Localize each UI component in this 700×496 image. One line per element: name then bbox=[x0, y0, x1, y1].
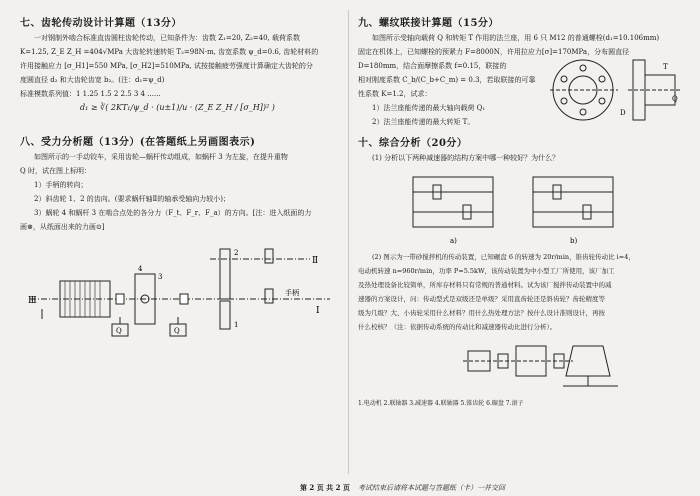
label-scheme-b: b) bbox=[570, 237, 578, 245]
q9-i1: 1）法兰座能传递的最大轴向载荷 Q₁ bbox=[372, 104, 486, 112]
q8-i4: 画⊗，从纸面出来的力画⊙] bbox=[20, 223, 105, 231]
q8-p2: Q 时，试在图上标明： bbox=[20, 167, 91, 175]
flange-seat-figure bbox=[548, 55, 683, 125]
q9-p2: 固定在机体上，已知螺栓的预紧力 F=8000N，许用拉应力[σ]=170MPa，分布圆直径 bbox=[358, 48, 630, 56]
mixer-drive-figure bbox=[358, 336, 683, 396]
q9-title: 九、螺纹联接计算题（15分） bbox=[358, 18, 499, 29]
q7-p1: 一对钢制外啮合标准直齿圆柱齿轮传动，已知条件为：齿数 Z₁=20, Z₂=40, 载荷系数 bbox=[34, 34, 301, 42]
q8-i1: 1）手柄的转向； bbox=[34, 181, 88, 189]
q10-title: 十、综合分析（20分） bbox=[358, 138, 468, 149]
label-shaft-1: Ⅰ bbox=[316, 306, 320, 316]
q8-i2: 2）斜齿轮 1、2 的齿向。(要求蜗杆轴Ⅱ的轴承受轴向力较小)； bbox=[34, 195, 231, 203]
q8-i3: 3）蜗轮 4 和蜗杆 3 在啮合点处的各分力（F_t、F_r、F_a）的方向。[注：进入纸面的力 bbox=[34, 209, 312, 217]
q10-p1: (1) 分析以下两种减速器的结构方案中哪一种较好？为什么？ bbox=[372, 154, 560, 162]
q7-title: 七、齿轮传动设计计算题（13分） bbox=[20, 18, 182, 29]
label-shaft-3: Ⅲ bbox=[28, 296, 37, 306]
label-part-2: 2 bbox=[234, 249, 239, 257]
footer-note: 考试结束后请将本试题与答题纸（卡）一并交回 bbox=[358, 484, 505, 492]
label-d: D bbox=[620, 109, 626, 117]
label-shaft-2: Ⅱ bbox=[312, 256, 319, 266]
winch-diagram bbox=[20, 239, 340, 339]
q7-p4: 度圆直径 d₂ 和大齿轮齿宽 b₂。(注：d₁=ψ_d) bbox=[20, 76, 165, 84]
label-t: T bbox=[663, 63, 668, 71]
q8-p1: 如图所示的一手动铰车，采用齿轮—蜗杆传动组成，如蜗杆 3 为左旋，在提升重物 bbox=[34, 153, 288, 161]
q9-p4: 相对刚度系数 C_b/(C_b+C_m) = 0.3，若取联接的可靠 bbox=[358, 76, 536, 84]
label-load-q1: Q bbox=[116, 327, 122, 335]
label-part-1: 1 bbox=[234, 321, 239, 329]
q7-formula: d₁ ≥ ∛( 2KT₁/ψ_d · (u±1)/u · (Z_E Z_H / [σ_H])² ) bbox=[80, 103, 275, 112]
left-column bbox=[20, 14, 340, 474]
label-load-q2: Q bbox=[174, 327, 180, 335]
q10-p2: (2) 图示为一带砂搅拌机的传动装置，已知碾盘 6 的转速为 20r/min，锥齿轮传动比 i=4， bbox=[372, 253, 635, 261]
q7-p5: 标准模数系列值：1 1.25 1.5 2 2.5 3 4 ...... bbox=[20, 90, 161, 98]
label-part-4: 4 bbox=[138, 265, 143, 273]
label-handle: 手柄 bbox=[285, 289, 299, 297]
column-divider bbox=[348, 10, 349, 474]
label-scheme-a: a) bbox=[450, 237, 457, 245]
q7-p2: K=1.25, Z_E Z_H =404√MPa 大齿轮转速转矩 T₂=98N·m, 齿宽系数 ψ_d=0.6, 齿轮材料的 bbox=[20, 48, 319, 56]
q10-p6: 级为几级？大、小齿轮采用什么材料？用什么热处理方法？按什么设计准则设计，再按 bbox=[358, 309, 605, 317]
q9-i2: 2）法兰座能传递的最大转矩 T。 bbox=[372, 118, 475, 126]
q7-p3: 许用接触应力 [σ_H1]=550 MPa, [σ_H2]=510MPa, 试按接触疲劳强度计算确定大齿轮的分 bbox=[20, 62, 313, 70]
q9-p1: 如图所示受轴向载荷 Q 和转矩 T 作用的法兰座，用 6 只 M12 的普通螺栓(d₁=10.106mm) bbox=[372, 34, 660, 42]
right-column bbox=[358, 14, 683, 474]
label-q: Q bbox=[672, 95, 678, 103]
q9-p5: 性系数 K=1.2，试求： bbox=[358, 90, 432, 98]
reducer-diagram bbox=[358, 167, 683, 252]
q8-title: 八、受力分析题（13分）(在答题纸上另画图表示) bbox=[20, 137, 256, 148]
q10-p7: 什么校核？（注：依据传动系统的传动比和减速器传动比进行分析）。 bbox=[358, 323, 557, 331]
q10-p5: 速器的方案设计，问：传动型式是双级还是单级？采用直齿轮还是斜齿轮？齿轮精度等 bbox=[358, 295, 605, 303]
label-part-3: 3 bbox=[158, 273, 163, 281]
mixer-legend: 1.电动机 2.联轴器 3.减速器 4.联轴器 5.锥齿轮 6.碾盘 7.滚子 bbox=[358, 400, 524, 407]
q9-p3: D=180mm，结合面摩擦系数 f=0.15，联接的 bbox=[358, 62, 507, 70]
mixer-diagram bbox=[358, 336, 683, 391]
q10-p3: 电动机转速 n=960r/min，功率 P=5.5kW，该传动装置为中小型工厂所使用，该厂加工 bbox=[358, 267, 615, 275]
page-number: 第 2 页 共 2 页 bbox=[300, 483, 350, 492]
reducer-schemes-figure bbox=[358, 167, 683, 252]
q10-p4: 及热处理设备比较简单，所库存材料只有常规的普通材料。试为该厂搅拌传动装置中的减 bbox=[358, 281, 612, 289]
hand-winch-figure bbox=[20, 239, 340, 339]
